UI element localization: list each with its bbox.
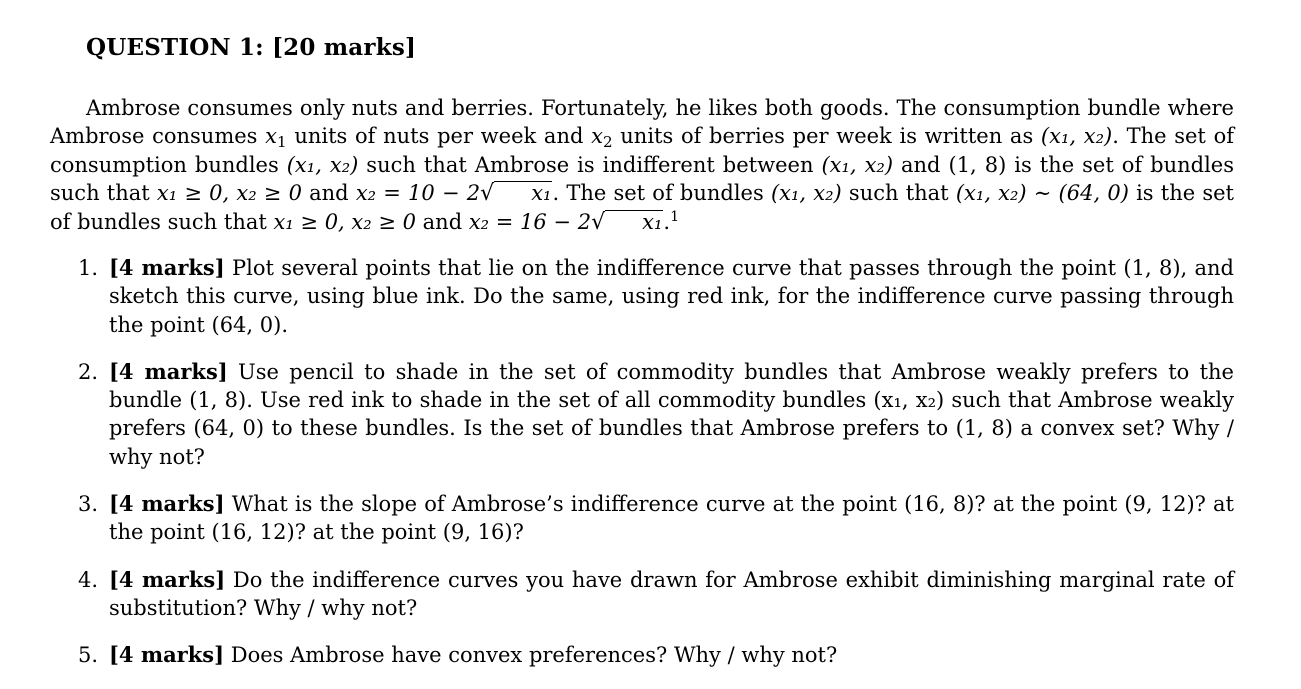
item-number: 2. — [78, 359, 99, 384]
intro-text: units of berries per week is written as — [612, 124, 1041, 149]
item-number: 1. — [78, 256, 99, 280]
math-nonneg: x₁ ≥ 0, x₂ ≥ 0 — [273, 210, 416, 235]
question-heading: QUESTION 1: [20 marks] — [86, 34, 417, 61]
list-item — [50, 490, 1234, 547]
math-curve2: x₂ = 16 − 2 — [468, 210, 592, 235]
math-bundle: (x₁, x₂) — [770, 180, 842, 205]
math-point: (1, 8) — [948, 152, 1007, 177]
intro-text: and — [415, 210, 469, 235]
math-sub: 2 — [602, 133, 613, 152]
item-marks: [4 marks] — [109, 491, 225, 517]
item-number: 3. — [78, 492, 99, 517]
math-indiff: (x₁, x₂) ∼ (64, 0) — [955, 180, 1129, 205]
item-marks: [4 marks] — [109, 566, 226, 592]
intro-paragraph: Ambrose consumes only nuts and berries. Fortunately, he likes both goods. The consumption bundle where Ambrose consumes $x_1$ units of nuts per week and $x_2$ units of berries per week is written as (x₁, x₂). The set of consumption bundles (x₁, x₂) such that Ambrose is indifferent between (x₁, x₂) and (1, 8) is the set of bundles such that x₁ ≥ 0, x₂ ≥ 0 and x₂ = 10 − 2√ x₁. The set of bundles (x₁, x₂) such that (x₁, x₂) ∼ (64, 0) is the set of bundles such that x₁ ≥ 0, x₂ ≥ 0 and x₂ = 16 − 2√ x₁.$^1$ — [50, 96, 1235, 236]
item-text: Does Ambrose have convex preferences? Why / why not? — [230, 643, 838, 668]
sqrt-radicand — [494, 181, 552, 204]
math-nonneg: x₁ ≥ 0, x₂ ≥ 0 — [156, 180, 302, 205]
math-var: x — [265, 124, 277, 149]
intro-text: and — [301, 180, 356, 205]
intro-text: and — [893, 152, 949, 177]
intro-text: . The set of bundles — [552, 180, 771, 205]
intro-text: is the set of bundles such that — [50, 152, 1235, 205]
intro-text: . The set of consumption bundles — [50, 124, 1234, 177]
sqrt-radicand — [605, 210, 663, 233]
footnote-marker: 1 — [670, 209, 680, 226]
sqrt-sign: √ — [480, 180, 495, 206]
list-item — [50, 566, 1234, 623]
math-bundle: (x₁, x₂) — [1040, 124, 1113, 149]
intro-text: such that — [841, 180, 956, 205]
item-marks: [4 marks] — [109, 255, 225, 280]
list-item — [50, 254, 1234, 339]
math-curve1: x₂ = 10 − 2 — [355, 180, 481, 205]
item-marks: [4 marks] — [109, 642, 225, 668]
item-number: 5. — [78, 643, 99, 668]
sqrt-sign: √ — [591, 210, 606, 236]
math-var: x — [591, 124, 603, 149]
item-text: Plot several points that lie on the indifference curve that passes through the point (1, 8), and sketch this curve, using blue ink. Do the same, using red ink, for the indifference curve passing through the point (64, 0). — [109, 256, 1234, 337]
math-bundle: (x₁, x₂) — [286, 152, 359, 177]
intro-text: such that Ambrose is indifferent between — [358, 152, 822, 177]
item-text: Use pencil to shade in the set of commodity bundles that Ambrose weakly prefers to the bundle (1, 8). Use red ink to shade in the set of all commodity bundles (x₁, x₂) such that Ambrose weakly prefers (64, 0) to these bundles. Is the set of bundles that Ambrose prefers to (1, 8) a convex set? Why / why not? — [109, 359, 1234, 469]
intro-text: units of nuts per week and — [286, 124, 592, 149]
math-var: x₁ — [642, 210, 663, 235]
list-item — [50, 641, 1234, 669]
item-marks: [4 marks] — [109, 358, 228, 384]
intro-text: Ambrose consumes only nuts and berries. Fortunately, he likes both goods. The consumption bundle where Ambrose consumes — [50, 96, 1234, 149]
item-text: What is the slope of Ambrose’s indifference curve at the point (16, 8)? at the point (9, 12)? at the point (16, 12)? at the point (9, 16)? — [109, 492, 1235, 545]
item-number: 4. — [78, 567, 99, 592]
list-item — [50, 358, 1234, 471]
intro-text: is the set of bundles such that — [50, 180, 1234, 235]
item-text: Do the indifference curves you have drawn for Ambrose exhibit diminishing marginal rate of substitution? Why / why not? — [109, 567, 1234, 620]
math-var: x₁ — [531, 180, 552, 205]
math-bundle: (x₁, x₂) — [821, 152, 894, 177]
math-sub: 1 — [277, 133, 287, 152]
question-list — [50, 254, 1234, 689]
